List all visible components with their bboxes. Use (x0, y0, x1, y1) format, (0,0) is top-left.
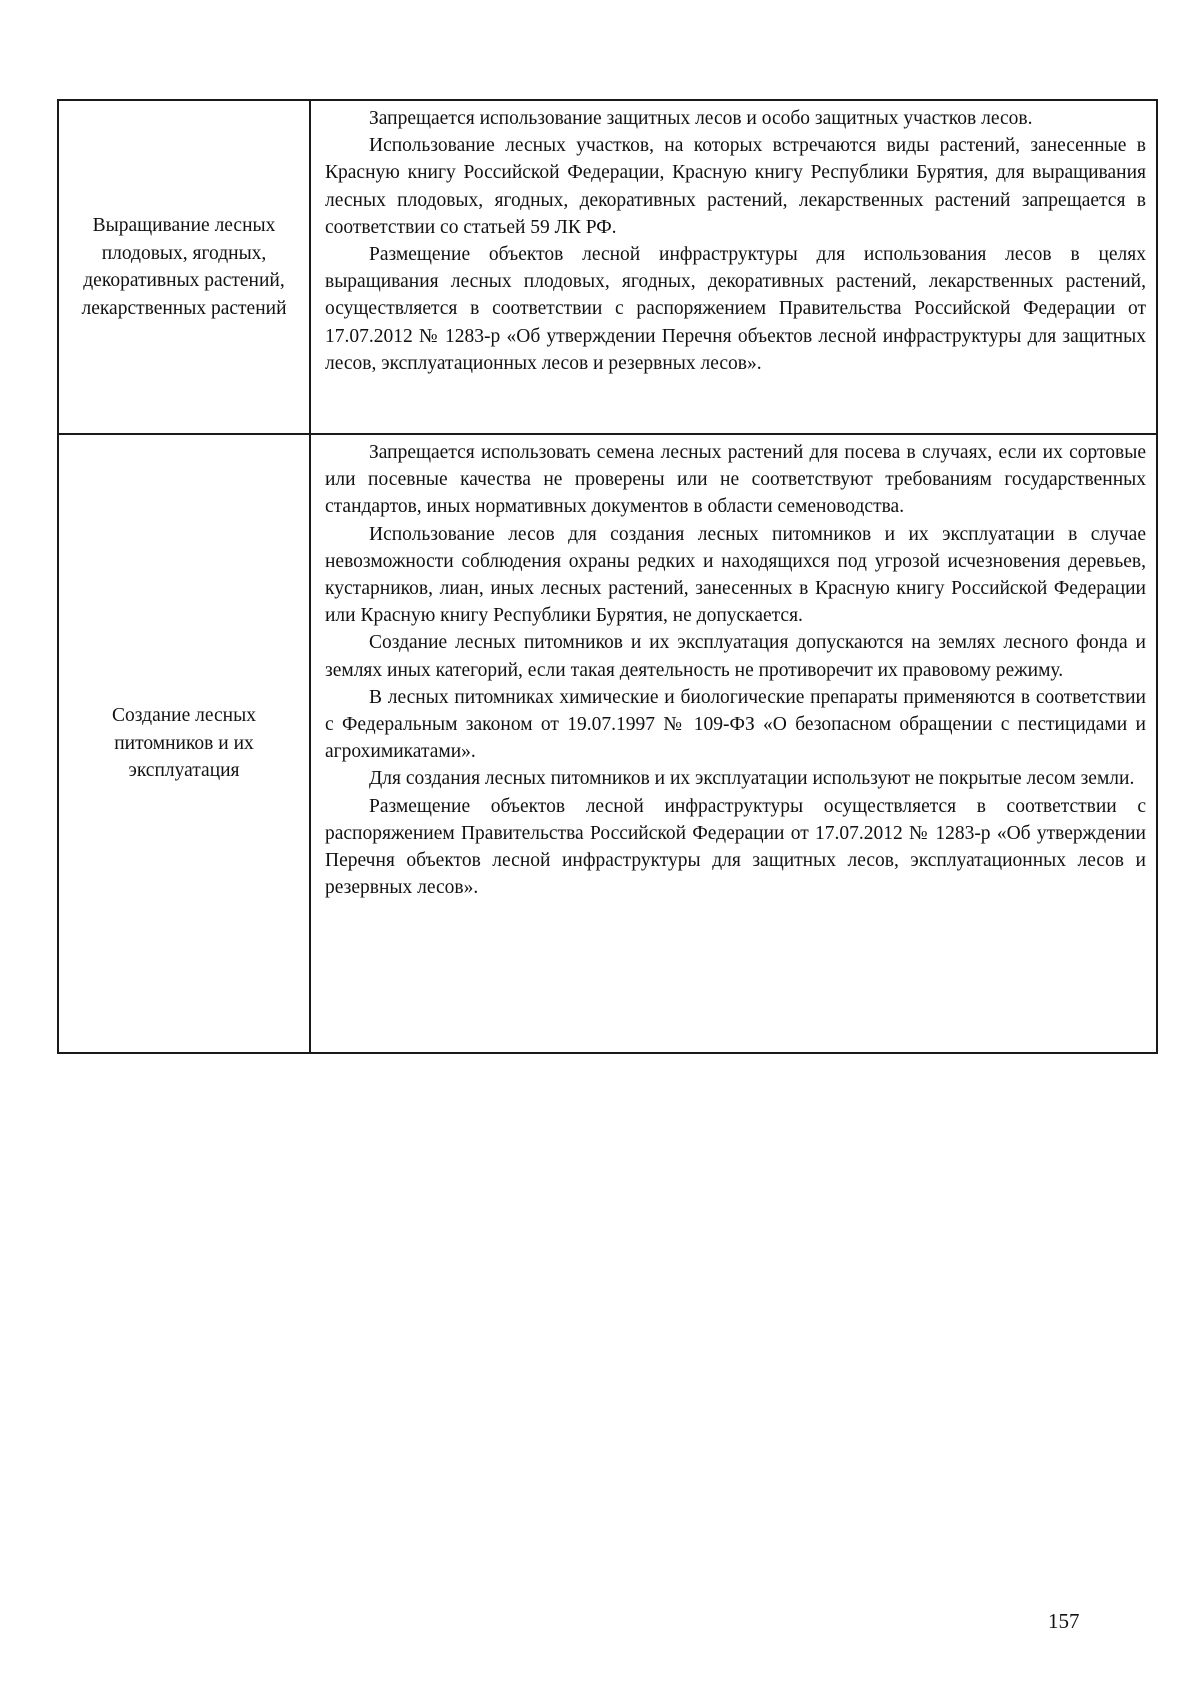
restriction-paragraph: Создание лесных питомников и их эксплуатация допускаются на землях лесного фонда и землях иных категорий, если такая деятельность не противоречит их правовому режиму. (325, 632, 1146, 681)
forest-use-table (57, 99, 1158, 1054)
restriction-paragraph: Размещение объектов лесной инфраструктуры для использования лесов в целях выращивания лесных плодовых, ягодных, декоративных растений, лекарственных растений, осуществляется в соответствии с распоряжением Правительства Российской Федерации от 17.07.2012 № 1283-р «Об утверждении Перечня объектов лесной инфраструктуры для защитных лесов, эксплуатационных лесов и резервных лесов». (325, 244, 1146, 374)
activity-label: Выращивание лесных плодовых, ягодных, декоративных растений, лекарственных растений (81, 215, 287, 319)
restriction-paragraph: Для создания лесных питомников и их эксплуатации используют не покрытые лесом земли. (369, 768, 1135, 790)
restrictions-cell (310, 100, 1157, 434)
activity-cell (58, 100, 310, 434)
restriction-paragraph: Размещение объектов лесной инфраструктуры осуществляется в соответствии с распоряжением Правительства Российской Федерации от 17.07.2012 № 1283-р «Об утверждении Перечня объектов лесной инфраструктуры для защитных лесов, эксплуатационных лесов и резервных лесов». (325, 795, 1146, 899)
restriction-paragraph: Запрещается использование защитных лесов и особо защитных участков лесов. (369, 108, 1033, 129)
restriction-paragraph: Использование лесов для создания лесных питомников и их эксплуатации в случае невозможности соблюдения охраны редких и находящихся под угрозой исчезновения деревьев, кустарников, лиан, иных лесных растений, занесенных в Красную книгу Российской Федерации или Красную книгу Республики Бурятия, не допускается. (325, 523, 1146, 627)
restriction-paragraph: В лесных питомниках химические и биологические препараты применяются в соответствии с Федеральным законом от 19.07.1997 № 109-ФЗ «О безопасном обращении с пестицидами и агрохимикатами». (325, 686, 1146, 763)
page-number: 157 (1048, 1609, 1080, 1633)
restrictions-cell (310, 434, 1157, 1053)
restriction-paragraph: Запрещается использовать семена лесных растений для посева в случаях, если их сортовые или посевные качества не проверены или не соответствуют требованиям государственных стандартов, иных нормативных документов в области семеноводства. (325, 442, 1146, 518)
table-row (58, 100, 1157, 434)
table-row (58, 434, 1157, 1053)
restriction-paragraph: Использование лесных участков, на которых встречаются виды растений, занесенные в Красную книгу Российской Федерации, Красную книгу Республики Бурятия, для выращивания лесных плодовых, ягодных, декоративных растений, лекарственных растений запрещается в соответствии со статьей 59 ЛК РФ. (325, 135, 1146, 238)
activity-label: Создание лесных питомников и их эксплуатация (112, 705, 256, 782)
activity-cell (58, 434, 310, 1053)
